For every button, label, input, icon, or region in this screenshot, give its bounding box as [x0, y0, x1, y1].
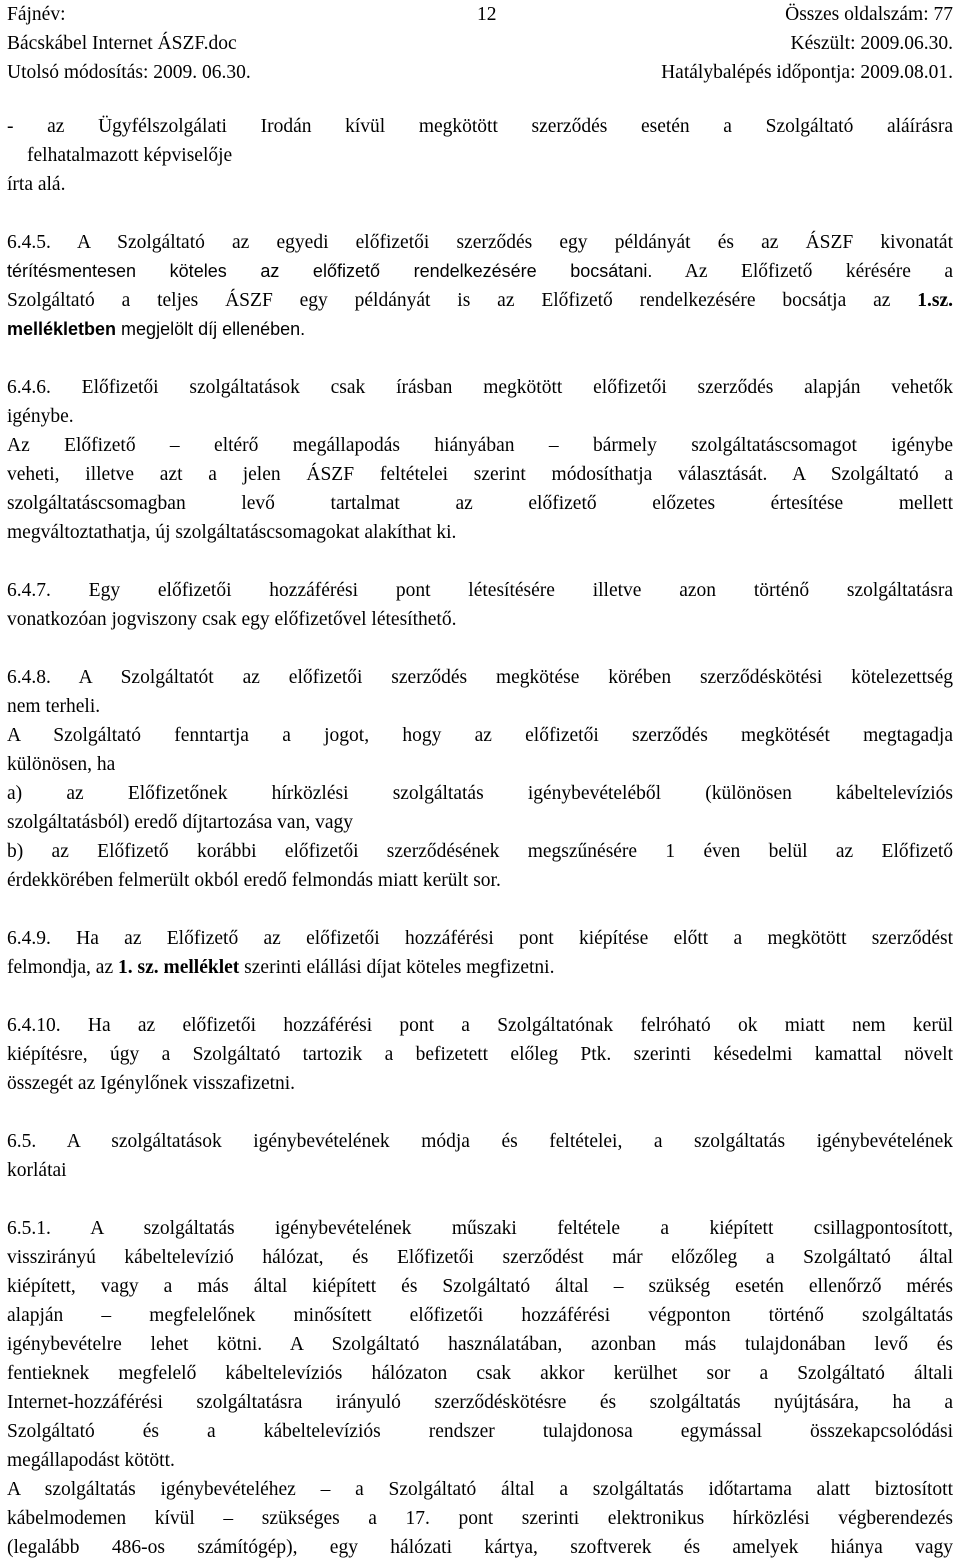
paragraph-line: 6.4.8. A Szolgáltatót az előfizetői szerződés megkötése körében szerződéskötési kötelezettség	[7, 667, 953, 688]
paragraph-line: Internet-hozzáférési szolgáltatásra irányuló szerződéskötésre és szolgáltatás nyújtására, ha a	[7, 1392, 953, 1413]
paragraph-line	[7, 315, 953, 344]
section-6-4-8	[7, 663, 953, 895]
paragraph-line: veheti, illetve azt a jelen ÁSZF feltételei szerint módosíthatja választását. A Szolgáltató a	[7, 464, 953, 485]
signature-line-2: felhatalmazott képviselője	[27, 145, 233, 166]
paragraph-line	[7, 257, 953, 286]
effective-date: Hatálybalépés időpontja: 2009.08.01.	[661, 62, 953, 83]
document-body	[7, 112, 953, 1562]
paragraph-line: igénybe.	[7, 406, 74, 427]
signature-line-1: - az Ügyfélszolgálati Irodán kívül megkötött szerződés esetén a Szolgáltató aláírásra	[7, 116, 953, 137]
total-pages: Összes oldalszám: 77	[785, 4, 953, 25]
paragraph-line: igénybevételre lehet kötni. A Szolgáltató használatában, azonban más tulajdonában levő és	[7, 1334, 953, 1355]
text-span: térítésmentesen köteles az előfizető rendelkezésére bocsátani.	[7, 261, 653, 281]
paragraph-line: érdekkörében felmerült okból eredő felmondás miatt került sor.	[7, 870, 501, 891]
paragraph-line	[7, 953, 953, 982]
paragraph-line: 6.4.7. Egy előfizetői hozzáférési pont létesítésére illetve azon történő szolgáltatásra	[7, 580, 953, 601]
paragraph-line: kábelmodemen kívül – szükséges a 17. pont szerinti elektronikus hírközlési végberendezés	[7, 1508, 953, 1529]
paragraph-line: (legalább 486-os számítógép), egy hálózati kártya, szoftverek és amelyek hiánya vagy	[7, 1537, 953, 1558]
paragraph-line: 6.4.10. Ha az előfizetői hozzáférési pont a Szolgáltatónak felróható ok miatt nem kerül	[7, 1015, 953, 1036]
text-bold: 1. sz. melléklet	[118, 957, 240, 978]
paragraph-line: 6.4.6. Előfizetői szolgáltatások csak írásban megkötött előfizetői szerződés alapján vehetők	[7, 377, 953, 398]
paragraph-line	[7, 286, 953, 315]
section-heading: korlátai	[7, 1160, 67, 1181]
text-span: Szolgáltató a teljes ÁSZF egy példányát is az Előfizető rendelkezésére bocsátja az	[7, 290, 891, 311]
section-6-5-1	[7, 1214, 953, 1562]
paragraph-line: visszirányú kábeltelevízió hálózat, és Előfizetői szerződést már előzőleg a Szolgáltató által	[7, 1247, 953, 1268]
paragraph-line: 6.5.1. A szolgáltatás igénybevételének műszaki feltétele a kiépített csillagpontosított,	[7, 1218, 953, 1239]
section-6-4-5	[7, 228, 953, 344]
paragraph-line: szolgáltatásból) eredő díjtartozása van, vagy	[7, 812, 353, 833]
text-span: felmondja, az	[7, 957, 118, 978]
text-span: megjelölt díj ellenében.	[116, 319, 306, 339]
section-6-4-9	[7, 924, 953, 982]
page-number: 12	[477, 4, 497, 25]
section-6-5	[7, 1127, 953, 1185]
page-header	[7, 0, 953, 87]
paragraph-line: 6.4.9. Ha az Előfizető az előfizetői hozzáférési pont kiépítése előtt a megkötött szerződést	[7, 928, 953, 949]
paragraph-line: vonatkozóan jogviszony csak egy előfizetővel létesíthető.	[7, 609, 457, 630]
signature-line-3: írta alá.	[7, 174, 66, 195]
section-6-4-7	[7, 576, 953, 634]
paragraph-line: nem terheli.	[7, 696, 101, 717]
paragraph-line: A szolgáltatás igénybevételéhez – a Szolgáltató által a szolgáltatás időtartama alatt biztosított	[7, 1479, 953, 1500]
text-span: szerinti elállási díjat köteles megfizetni.	[239, 957, 555, 978]
section-6-4-6	[7, 373, 953, 547]
created-date: Készült: 2009.06.30.	[790, 33, 953, 54]
modified-date: Utolsó módosítás: 2009. 06.30.	[7, 62, 251, 83]
paragraph-line: Az Előfizető – eltérő megállapodás hiányában – bármely szolgáltatáscsomagot igénybe	[7, 435, 953, 456]
paragraph-line: megváltoztathatja, új szolgáltatáscsomagokat alakíthat ki.	[7, 522, 457, 543]
paragraph-line: A Szolgáltató fenntartja a jogot, hogy az előfizetői szerződés megkötését megtagadja	[7, 725, 953, 746]
paragraph-line: b) az Előfizető korábbi előfizetői szerződésének megszűnésére 1 éven belül az Előfizető	[7, 841, 953, 862]
paragraph-line: összegét az Igénylőnek visszafizetni.	[7, 1073, 296, 1094]
paragraph-line: 6.4.5. A Szolgáltató az egyedi előfizetői szerződés egy példányát és az ÁSZF kivonatát	[7, 232, 953, 253]
section-6-4-10	[7, 1011, 953, 1098]
header-row-2	[7, 29, 953, 58]
filename-label: Fájnév:	[7, 4, 66, 25]
paragraph-line: kiépítésre, úgy a Szolgáltató tartozik a befizetett előleg Ptk. szerinti késedelmi kamattal növelt	[7, 1044, 953, 1065]
paragraph-line: megállapodást kötött.	[7, 1450, 175, 1471]
section-heading: 6.5. A szolgáltatások igénybevételének módja és feltételei, a szolgáltatás igénybevételének	[7, 1131, 953, 1152]
paragraph-line: a) az Előfizetőnek hírközlési szolgáltatás igénybevételéből (különösen kábeltelevíziós	[7, 783, 953, 804]
paragraph-line: Szolgáltató és a kábeltelevíziós rendszer tulajdonosa egymással összekapcsolódási	[7, 1421, 953, 1442]
header-row-3	[7, 58, 953, 87]
filename: Bácskábel Internet ÁSZF.doc	[7, 33, 237, 54]
text-bold: 1.sz.	[917, 290, 953, 311]
paragraph-line: kiépített, vagy a más által kiépített és Szolgáltató által – szükség esetén ellenőrző mérés	[7, 1276, 953, 1297]
paragraph-line: alapján – megfelelőnek minősített előfizetői hozzáférési végponton történő szolgáltatás	[7, 1305, 953, 1326]
text-bold: mellékletben	[7, 319, 117, 339]
text-span: Az Előfizető kérésére a	[652, 261, 953, 282]
paragraph-line: különösen, ha	[7, 754, 116, 775]
paragraph-line: fentieknek megfelelő kábeltelevíziós hálózaton csak akkor kerülhet sor a Szolgáltató általi	[7, 1363, 953, 1384]
paragraph-line: szolgáltatáscsomagban levő tartalmat az előfizető előzetes értesítése mellett	[7, 493, 953, 514]
